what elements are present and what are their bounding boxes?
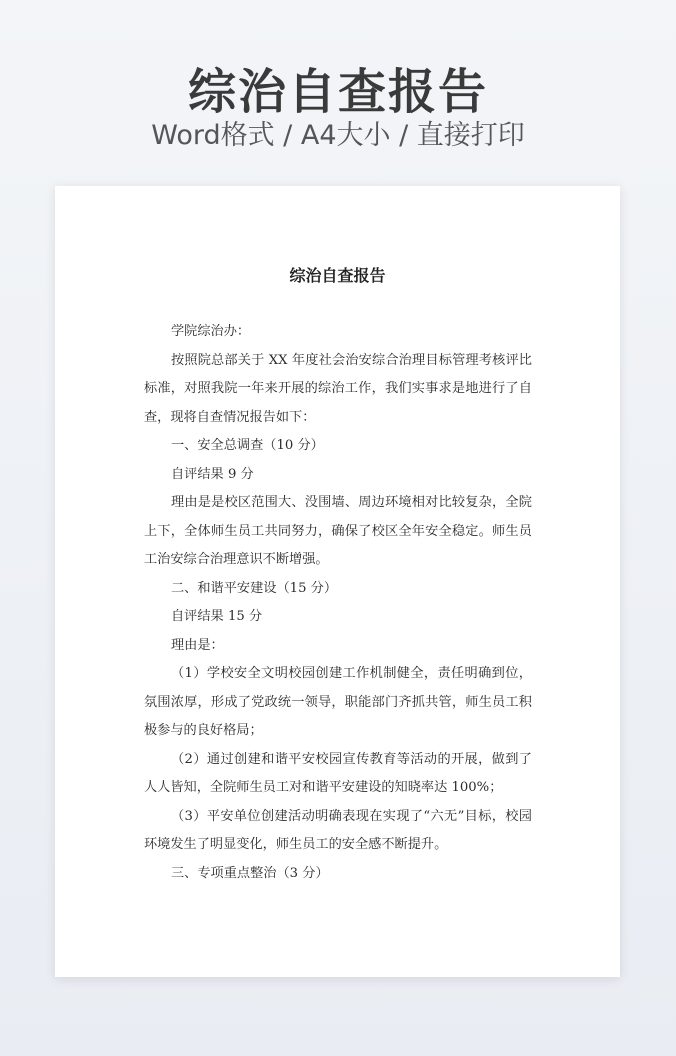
section-2-reason-label: 理由是： [171, 637, 224, 653]
section-2-score: 自评结果 15 分 [171, 609, 263, 624]
salutation: 学院综治办： [171, 324, 251, 339]
section-1-reason: 理由是是校区范围大、没围墙、周边环境相对比较复杂，全院上下，全体师生员工共同努力，确保了校区全年安全稳定。师生员工治安综合治理意识不断增强。 [144, 495, 532, 567]
intro-paragraph: 按照院总部关于 XX 年度社会治安综合治理目标管理考核评比标准，对照我院一年来开展的综治工作，我们实事求是地进行了自查，现将自查情况报告如下： [144, 352, 532, 425]
section-2-item-1: （1）学校安全文明校园创建工作机制健全，责任明确到位，氛围浓厚，形成了党政统一领导，职能部门齐抓共管，师生员工积极参与的良好格局； [144, 666, 532, 738]
section-2-item-3: （3）平安单位创建活动明确表现在实现了“六无”目标，校园环境发生了明显变化，师生员工的安全感不断提升。 [144, 808, 532, 852]
section-2-item-2: （2）通过创建和谐平安校园宣传教育等活动的开展，做到了人人皆知，全院师生员工对和谐平安建设的知晓率达 100%； [144, 751, 532, 795]
section-heading-2: 二、和谐平安建设（15 分） [171, 580, 338, 596]
section-1-score: 自评结果 9 分 [171, 466, 254, 482]
banner-title: 综治自查报告 [187, 64, 488, 120]
banner-subtitle: Word格式 / A4大小 / 直接打印 [151, 120, 525, 151]
document-title: 综治自查报告 [289, 266, 386, 285]
section-heading-1: 一、安全总调查（10 分） [171, 438, 324, 453]
document-page [55, 186, 620, 977]
section-heading-3: 三、专项重点整治（3 分） [171, 865, 329, 881]
document-body [144, 318, 532, 888]
